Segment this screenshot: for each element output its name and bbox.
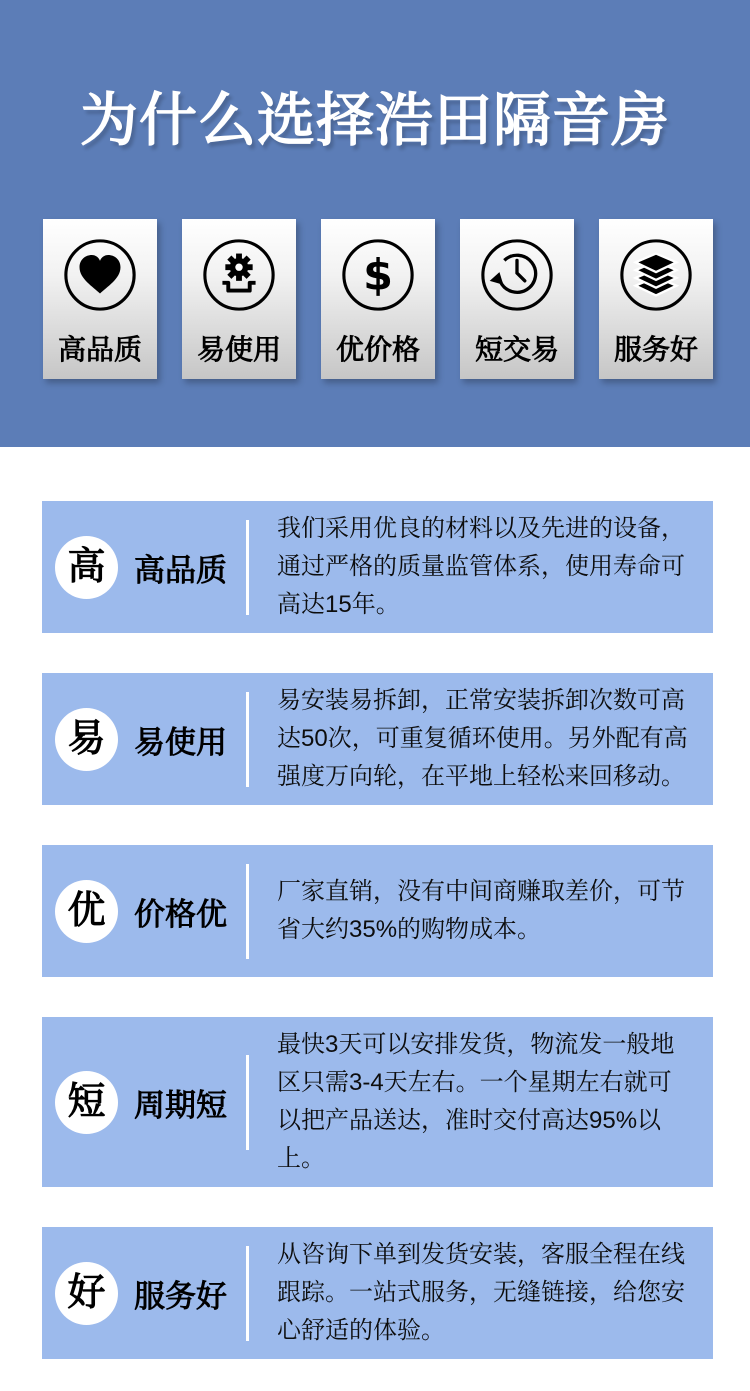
feature-description: 易安装易拆卸，正常安装拆卸次数可高达50次，可重复循环使用。另外配有高强度万向轮，在平地上轻松来回移动。 [277,687,688,790]
badge-char: 好 [67,1272,106,1314]
feature-description: 从咨询下单到发货安装，客服全程在线跟踪。一站式服务，无缝链接，给您安心舒适的体验。 [277,1241,685,1344]
hero-banner [0,0,750,447]
feature-row-price [42,845,713,977]
svg-text:$: $ [363,250,393,301]
feature-details [0,447,750,1359]
vertical-divider [246,520,249,615]
vertical-divider [246,864,249,959]
gear-tray-icon [200,236,278,314]
vertical-divider [246,1055,249,1150]
card-label: 高品质 [57,333,142,365]
card-label: 服务好 [613,333,698,365]
heart-icon [61,236,139,314]
feature-row-service [42,1227,713,1359]
badge-char: 短 [67,1081,106,1123]
feature-badge [55,880,118,943]
feature-description: 最快3天可以安排发货，物流发一般地区只需3-4天左右。一个星期左右就可以把产品送达，准时交付高达95%以上。 [277,1031,675,1172]
feature-label: 高品质 [134,552,227,588]
card-label: 短交易 [474,333,559,365]
feature-badge [55,536,118,599]
feature-label: 价格优 [134,896,227,932]
feature-cards [0,219,750,379]
feature-card-quality [43,219,157,379]
feature-row-short-cycle [42,1017,713,1187]
feature-label: 易使用 [134,724,227,760]
badge-char: 易 [67,718,106,760]
feature-description: 我们采用优良的材料以及先进的设备，通过严格的质量监管体系，使用寿命可高达15年。 [277,515,685,618]
badge-char: 高 [67,546,106,588]
feature-row-quality [42,501,713,633]
vertical-divider [246,1246,249,1341]
feature-badge [55,708,118,771]
feature-badge [55,1262,118,1325]
clock-history-icon [478,236,556,314]
feature-card-short-cycle [460,219,574,379]
badge-char: 优 [67,890,106,932]
feature-label: 服务好 [134,1278,227,1314]
dollar-icon [339,236,417,314]
layers-icon [617,236,695,314]
feature-card-service [599,219,713,379]
feature-label: 周期短 [134,1087,227,1123]
feature-card-easy-use [182,219,296,379]
feature-card-price [321,219,435,379]
page-title: 为什么选择浩田隔音房 [79,88,670,153]
feature-row-easy-use [42,673,713,805]
feature-badge [55,1071,118,1134]
feature-description: 厂家直销，没有中间商赚取差价，可节省大约35%的购物成本。 [277,878,685,943]
card-label: 易使用 [196,333,281,365]
card-label: 优价格 [335,333,420,365]
vertical-divider [246,692,249,787]
